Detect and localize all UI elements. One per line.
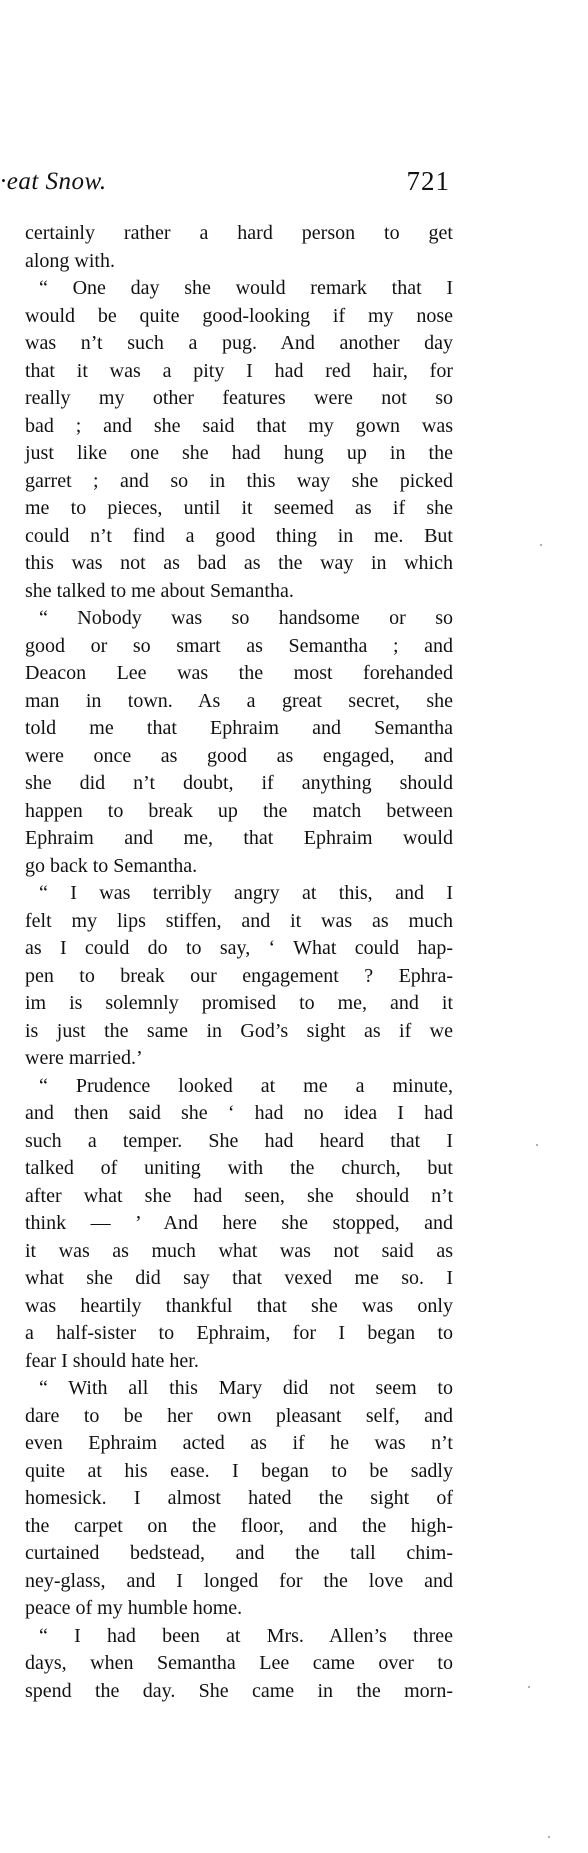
page-number: 721	[406, 166, 450, 196]
paper-speck	[540, 544, 542, 546]
paragraph	[25, 1073, 453, 1376]
text-line: quite at his ease. I began to be sadly	[25, 1459, 453, 1482]
text-line: days, when Semantha Lee came over to	[25, 1652, 453, 1674]
text-line: really my other features were not so	[25, 387, 453, 409]
text-line: bad ; and she said that my gown was	[25, 414, 453, 437]
text-line: “ Prudence looked at me a minute,	[39, 1074, 453, 1097]
text-line: what she did say that vexed me so. I	[25, 1267, 453, 1289]
text-line: is just the same in God’s sight as if we	[25, 1019, 453, 1042]
text-line: good or so smart as Semantha ; and	[25, 634, 453, 657]
paragraph	[25, 880, 453, 1073]
paragraph	[25, 1375, 453, 1623]
text-line: were married.’	[25, 1047, 143, 1069]
text-line: were once as good as engaged, and	[25, 744, 453, 767]
text-line: curtained bedstead, and the tall chim-	[25, 1542, 453, 1564]
text-line: dare to be her own pleasant self, and	[25, 1404, 453, 1427]
paragraph	[25, 605, 453, 880]
text-line: was heartily thankful that she was only	[25, 1294, 453, 1317]
text-line: “ Nobody was so handsome or so	[39, 607, 453, 629]
text-line: happen to break up the match between	[25, 799, 453, 822]
paper-speck	[528, 1686, 530, 1688]
text-line: man in town. As a great secret, she	[25, 689, 453, 712]
paragraph	[25, 275, 453, 605]
text-line: a half-sister to Ephraim, for I began to	[25, 1322, 453, 1344]
text-line: along with.	[25, 249, 115, 272]
text-line: “ I had been at Mrs. Allen’s three	[39, 1624, 453, 1647]
text-line: as I could do to say, ‘ What could hap-	[25, 937, 453, 959]
text-line: Deacon Lee was the most forehanded	[25, 662, 453, 684]
paragraph	[25, 220, 453, 275]
text-line: Ephraim and me, that Ephraim would	[25, 827, 453, 849]
text-line: fear I should hate her.	[25, 1349, 199, 1372]
running-head	[0, 168, 450, 204]
body-text	[25, 220, 453, 1705]
text-line: go back to Semantha.	[25, 854, 198, 877]
text-line: “ I was terribly angry at this, and I	[39, 882, 453, 904]
text-line: could n’t find a good thing in me. But	[25, 524, 453, 547]
text-line: just like one she had hung up in the	[25, 442, 453, 464]
text-line: im is solemnly promised to me, and it	[25, 992, 453, 1014]
text-line: it was as much what was not said as	[25, 1239, 453, 1262]
text-line: she did n’t doubt, if anything should	[25, 772, 453, 794]
text-line: felt my lips stiffen, and it was as much	[25, 909, 453, 932]
text-line: pen to break our engagement ? Ephra-	[25, 964, 453, 987]
text-line: talked of uniting with the church, but	[25, 1157, 453, 1179]
text-line: after what she had seen, she should n’t	[25, 1184, 453, 1207]
text-line: was n’t such a pug. And another day	[25, 332, 453, 354]
text-line: told me that Ephraim and Semantha	[25, 717, 453, 739]
paper-speck	[536, 1144, 538, 1146]
text-line: that it was a pity I had red hair, for	[25, 359, 453, 382]
text-line: ney-glass, and I longed for the love and	[25, 1569, 453, 1592]
text-line: such a temper. She had heard that I	[25, 1129, 453, 1152]
text-line: homesick. I almost hated the sight of	[25, 1487, 453, 1509]
text-line: and then said she ‘ had no idea I had	[25, 1102, 453, 1124]
text-line: the carpet on the floor, and the high-	[25, 1514, 453, 1537]
text-line: think — ’ And here she stopped, and	[25, 1212, 453, 1234]
text-line: even Ephraim acted as if he was n’t	[25, 1432, 453, 1454]
paper-speck	[548, 1836, 550, 1838]
paragraph	[25, 1623, 453, 1706]
text-line: peace of my humble home.	[25, 1597, 243, 1619]
text-line: spend the day. She came in the morn-	[25, 1679, 453, 1702]
text-line: “ With all this Mary did not seem to	[39, 1377, 453, 1399]
running-title: ·eat Snow.	[0, 168, 107, 195]
text-line: garret ; and so in this way she picked	[25, 469, 453, 492]
text-line: this was not as bad as the way in which	[25, 552, 453, 574]
text-line: would be quite good-looking if my nose	[25, 304, 453, 327]
text-line: me to pieces, until it seemed as if she	[25, 497, 453, 519]
text-line: she talked to me about Semantha.	[25, 579, 294, 602]
text-line: “ One day she would remark that I	[39, 277, 453, 299]
text-line: certainly rather a hard person to get	[25, 222, 453, 244]
